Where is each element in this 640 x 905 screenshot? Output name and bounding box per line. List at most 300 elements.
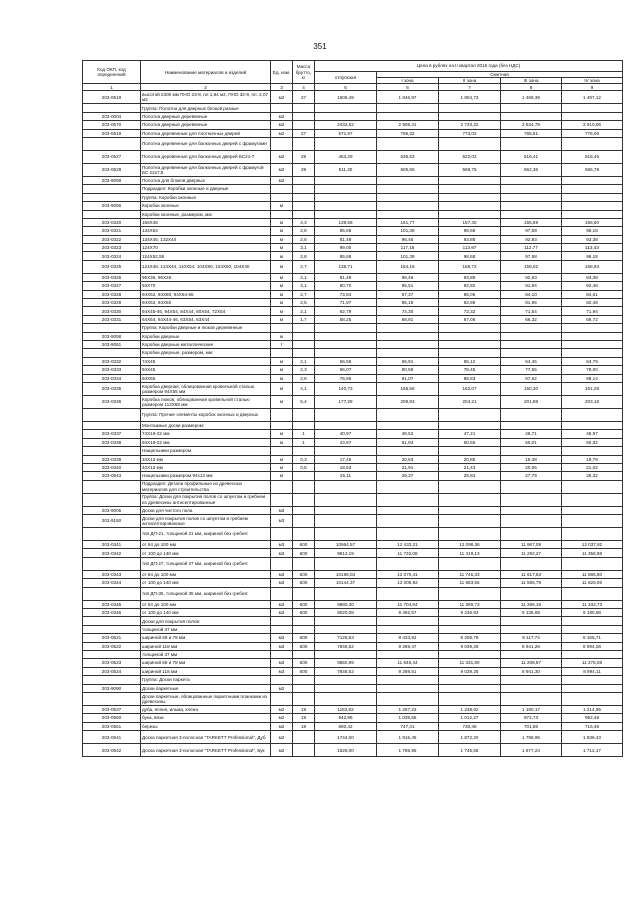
- header-unit: Ед. изм.: [271, 61, 293, 84]
- mass-cell: [293, 137, 315, 150]
- table-row: [83, 185, 623, 193]
- price-zone-3-cell: 160,30: [501, 382, 562, 395]
- code-cell: [83, 557, 141, 570]
- price-release-cell: 81,49: [315, 235, 377, 243]
- price-zone-1-cell: 166,56: [377, 382, 439, 395]
- table-row: [83, 244, 623, 252]
- name-cell: 124Х70: [141, 244, 271, 252]
- price-zone-3-cell: 972,73: [501, 714, 562, 722]
- price-release-cell: [315, 480, 377, 493]
- price-release-cell: [315, 617, 377, 625]
- name-cell: 40Х13 мм: [141, 463, 271, 471]
- code-cell: 203-0345: [83, 600, 141, 608]
- price-zone-4-cell: [562, 528, 623, 541]
- table-row: [83, 193, 623, 201]
- table-row: [83, 260, 623, 273]
- price-zone-3-cell: [501, 137, 562, 150]
- price-release-cell: 40,97: [315, 430, 377, 438]
- price-zone-4-cell: 12 037,82: [562, 541, 623, 549]
- price-zone-3-cell: [501, 625, 562, 633]
- mass-cell: 19: [293, 714, 315, 722]
- price-zone-2-cell: [439, 408, 501, 421]
- price-zone-4-cell: 1 712,17: [562, 744, 623, 757]
- name-cell: Группа: Прочие элементы коробок оконных и дверных: [141, 408, 271, 421]
- mass-cell: 2,3: [293, 366, 315, 374]
- mass-cell: 600: [293, 600, 315, 608]
- mass-cell: 600: [293, 609, 315, 617]
- code-cell: 203-0527: [83, 150, 141, 163]
- price-zone-3-cell: 19,38: [501, 455, 562, 463]
- name-cell: Группа: Коробки дверные и люков деревянные: [141, 324, 271, 332]
- price-release-cell: 7125,63: [315, 634, 377, 642]
- name-cell: шириной 118 мм: [141, 667, 271, 675]
- table-row: [83, 714, 623, 722]
- unit-cell: м: [271, 374, 293, 382]
- name-cell: Полотна для блоков дверных: [141, 176, 271, 184]
- code-cell: [83, 676, 141, 684]
- unit-cell: м2: [271, 112, 293, 120]
- unit-cell: [271, 193, 293, 201]
- unit-cell: м: [271, 290, 293, 298]
- price-zone-1-cell: [377, 341, 439, 349]
- price-zone-4-cell: 93,38: [562, 273, 623, 281]
- price-zone-2-cell: 12 098,36: [439, 541, 501, 549]
- code-cell: 203-0643: [83, 472, 141, 480]
- price-release-cell: 9912,19: [315, 549, 377, 557]
- price-zone-3-cell: [501, 587, 562, 600]
- price-release-cell: [315, 684, 377, 692]
- code-cell: 203-0642: [83, 744, 141, 757]
- name-cell: Коробки оконные: [141, 202, 271, 210]
- mass-cell: 3,1: [293, 244, 315, 252]
- header-zone-1: I зона: [377, 78, 439, 84]
- price-release-cell: 10964,57: [315, 541, 377, 549]
- name-cell: 74Х19-22 мм: [141, 430, 271, 438]
- code-cell: 203-0570: [83, 121, 141, 129]
- price-zone-4-cell: [562, 202, 623, 210]
- price-zone-2-cell: [439, 421, 501, 429]
- price-zone-2-cell: [439, 447, 501, 455]
- table-row: [83, 472, 623, 480]
- code-cell: 203-9150: [83, 515, 141, 528]
- price-zone-1-cell: 20,63: [377, 455, 439, 463]
- table-row: [83, 570, 623, 578]
- price-zone-1-cell: [377, 185, 439, 193]
- price-zone-1-cell: [377, 506, 439, 514]
- mass-cell: [293, 617, 315, 625]
- col-number: 7: [439, 84, 501, 91]
- price-zone-2-cell: [439, 506, 501, 514]
- unit-cell: м2: [271, 714, 293, 722]
- price-zone-2-cell: [439, 185, 501, 193]
- price-release-cell: 140,73: [315, 382, 377, 395]
- name-cell: Доски паркетные, облицованные паркетными планками из древесины: [141, 692, 271, 705]
- table-row: [83, 129, 623, 137]
- price-zone-2-cell: 93,88: [439, 235, 501, 243]
- price-zone-2-cell: 11 331,80: [439, 659, 501, 667]
- price-zone-1-cell: [377, 332, 439, 340]
- price-zone-1-cell: 1 267,23: [377, 705, 439, 713]
- code-cell: [83, 185, 141, 193]
- table-row: [83, 299, 623, 307]
- name-cell: Подраздел: Коробки оконные и дверные: [141, 185, 271, 193]
- price-zone-3-cell: 66,32: [501, 315, 562, 323]
- price-zone-1-cell: 9 289,51: [377, 667, 439, 675]
- name-cell: дуба, ясеня, ильма, клена: [141, 705, 271, 713]
- price-zone-4-cell: [562, 617, 623, 625]
- name-cell: 94Х45-46, 94Х54, 84Х44, 80Х54, 72Х54: [141, 307, 271, 315]
- unit-cell: м3: [271, 634, 293, 642]
- name-cell: 94Х55: [141, 374, 271, 382]
- mass-cell: 600: [293, 541, 315, 549]
- price-zone-3-cell: [501, 617, 562, 625]
- price-zone-2-cell: 773,02: [439, 129, 501, 137]
- mass-cell: 1: [293, 430, 315, 438]
- code-cell: 203-0343: [83, 570, 141, 578]
- price-release-cell: 71,97: [315, 299, 377, 307]
- mass-cell: 2,8: [293, 374, 315, 382]
- name-cell: 134Х54: [141, 227, 271, 235]
- code-cell: 203-0339: [83, 455, 141, 463]
- code-cell: 203-0333: [83, 366, 141, 374]
- price-release-cell: 138,71: [315, 260, 377, 273]
- price-zone-1-cell: [377, 692, 439, 705]
- price-zone-4-cell: 113,43: [562, 244, 623, 252]
- table-row: [83, 366, 623, 374]
- header-name: Наименование материалов и изделий: [141, 61, 271, 84]
- unit-cell: [271, 676, 293, 684]
- price-release-cell: [315, 185, 377, 193]
- code-cell: 203-9058: [83, 332, 141, 340]
- unit-cell: м2: [271, 91, 293, 104]
- price-zone-4-cell: 11 625,06: [562, 579, 623, 587]
- unit-cell: м: [271, 244, 293, 252]
- unit-cell: м3: [271, 549, 293, 557]
- code-cell: 203-0332: [83, 357, 141, 365]
- price-zone-1-cell: 11 645,44: [377, 659, 439, 667]
- price-zone-4-cell: [562, 557, 623, 570]
- mass-cell: [293, 176, 315, 184]
- unit-cell: м3: [271, 570, 293, 578]
- table-row: [83, 235, 623, 243]
- unit-cell: [271, 493, 293, 506]
- unit-cell: м: [271, 235, 293, 243]
- price-zone-4-cell: 82,48: [562, 299, 623, 307]
- price-zone-4-cell: 161,28: [562, 382, 623, 395]
- unit-cell: м3: [271, 541, 293, 549]
- price-zone-2-cell: [439, 349, 501, 357]
- unit-cell: м2: [271, 129, 293, 137]
- mass-cell: [293, 731, 315, 744]
- price-release-cell: [315, 112, 377, 120]
- col-number: 6: [377, 84, 439, 91]
- unit-cell: м3: [271, 515, 293, 528]
- price-release-cell: 1506,49: [315, 91, 377, 104]
- unit-cell: м3: [271, 600, 293, 608]
- price-release-cell: 9550,99: [315, 659, 377, 667]
- column-numbers-row: [83, 84, 623, 91]
- price-zone-1-cell: 91,07: [377, 374, 439, 382]
- price-zone-4-cell: [562, 515, 623, 528]
- price-zone-2-cell: 11 389,73: [439, 600, 501, 608]
- unit-cell: т: [271, 341, 293, 349]
- unit-cell: м: [271, 455, 293, 463]
- mass-cell: [293, 349, 315, 357]
- name-cell: Монтажные доски размером:: [141, 421, 271, 429]
- table-row: [83, 121, 623, 129]
- name-cell: Полотна дверные деревянные: [141, 112, 271, 120]
- table-row: [83, 463, 623, 471]
- price-zone-1-cell: 117,16: [377, 244, 439, 252]
- name-cell: толщиной 37 мм: [141, 650, 271, 658]
- price-zone-2-cell: 98,68: [439, 252, 501, 260]
- code-cell: [83, 528, 141, 541]
- price-zone-2-cell: 2 733,22: [439, 121, 501, 129]
- mass-cell: [293, 121, 315, 129]
- price-zone-1-cell: 12 433,21: [377, 541, 439, 549]
- table-row: [83, 642, 623, 650]
- price-zone-3-cell: [501, 506, 562, 514]
- name-cell: Доска паркетная 3-полосная "TARKETT Professional", Бук: [141, 744, 271, 757]
- price-zone-2-cell: 568,75: [439, 163, 501, 176]
- unit-cell: м2: [271, 744, 293, 757]
- price-zone-1-cell: 87,37: [377, 290, 439, 298]
- price-zone-1-cell: 8 433,92: [377, 634, 439, 642]
- unit-cell: м: [271, 282, 293, 290]
- mass-cell: [293, 341, 315, 349]
- price-zone-3-cell: [501, 324, 562, 332]
- price-zone-1-cell: 9 289,47: [377, 642, 439, 650]
- price-zone-4-cell: 78,00: [562, 366, 623, 374]
- price-zone-4-cell: 1 836,43: [562, 731, 623, 744]
- name-cell: 34Х13 мм: [141, 455, 271, 463]
- name-cell: 94Х52, 94Х80, 94Х54-55: [141, 290, 271, 298]
- unit-cell: [271, 408, 293, 421]
- name-cell: 124Х52,55: [141, 252, 271, 260]
- price-release-cell: [315, 332, 377, 340]
- name-cell: шириной 68 и 78 мм: [141, 659, 271, 667]
- price-zone-4-cell: 46,97: [562, 430, 623, 438]
- price-zone-4-cell: [562, 349, 623, 357]
- name-cell: толщиной 47 мм: [141, 625, 271, 633]
- price-zone-1-cell: [377, 625, 439, 633]
- price-release-cell: 85,68: [315, 227, 377, 235]
- table-row: [83, 692, 623, 705]
- price-zone-2-cell: 72,32: [439, 307, 501, 315]
- price-zone-2-cell: [439, 193, 501, 201]
- price-zone-1-cell: 95,51: [377, 282, 439, 290]
- price-zone-1-cell: 21,91: [377, 463, 439, 471]
- code-cell: 203-0323: [83, 244, 141, 252]
- header-estimate: Сметная: [377, 72, 623, 78]
- price-zone-3-cell: 516,41: [501, 150, 562, 163]
- price-release-cell: [315, 528, 377, 541]
- code-cell: 203-0537: [83, 705, 141, 713]
- table-row: [83, 493, 623, 506]
- price-zone-3-cell: 1 190,17: [501, 705, 562, 713]
- mass-cell: 2,7: [293, 290, 315, 298]
- price-zone-3-cell: 27,79: [501, 472, 562, 480]
- mass-cell: 600: [293, 549, 315, 557]
- price-release-cell: [315, 349, 377, 357]
- price-zone-1-cell: 747,31: [377, 722, 439, 730]
- mass-cell: 27: [293, 129, 315, 137]
- name-cell: тип ДП-27, толщиной 27 мм, шириной без гребня:: [141, 557, 271, 570]
- price-zone-1-cell: 11 704,94: [377, 600, 439, 608]
- price-zone-2-cell: 88,63: [439, 374, 501, 382]
- name-cell: от 100 до 140 мм: [141, 579, 271, 587]
- price-release-cell: 18,53: [315, 463, 377, 471]
- price-release-cell: [315, 176, 377, 184]
- mass-cell: 2,8: [293, 252, 315, 260]
- code-cell: [83, 625, 141, 633]
- price-zone-4-cell: 88,14: [562, 374, 623, 382]
- table-row: [83, 137, 623, 150]
- price-zone-3-cell: 1 677,24: [501, 744, 562, 757]
- price-release-cell: [315, 202, 377, 210]
- price-zone-2-cell: [439, 104, 501, 112]
- unit-cell: [271, 557, 293, 570]
- table-row: [83, 705, 623, 713]
- price-zone-3-cell: [501, 557, 562, 570]
- code-cell: [83, 617, 141, 625]
- price-zone-4-cell: 93,38: [562, 235, 623, 243]
- unit-cell: [271, 480, 293, 493]
- mass-cell: [293, 528, 315, 541]
- price-zone-3-cell: [501, 185, 562, 193]
- price-zone-2-cell: [439, 587, 501, 600]
- mass-cell: 2,1: [293, 307, 315, 315]
- code-cell: 203-9090: [83, 684, 141, 692]
- price-zone-2-cell: [439, 112, 501, 120]
- price-release-cell: [315, 447, 377, 455]
- name-cell: Полотна деревянные для балконных дверей БС21-7: [141, 150, 271, 163]
- price-zone-4-cell: [562, 480, 623, 493]
- name-cell: 124Х48, 124Х44, 110Х54, 104Х80, 104Х50, 104Х40: [141, 260, 271, 273]
- price-zone-3-cell: 11 208,87: [501, 659, 562, 667]
- price-zone-2-cell: 8 206,76: [439, 634, 501, 642]
- mass-cell: 27: [293, 91, 315, 104]
- price-zone-2-cell: [439, 480, 501, 493]
- price-zone-3-cell: 112,77: [501, 244, 562, 252]
- mass-cell: 3,1: [293, 282, 315, 290]
- mass-cell: [293, 684, 315, 692]
- mass-cell: 1,7: [293, 315, 315, 323]
- price-zone-4-cell: [562, 692, 623, 705]
- table-row: [83, 382, 623, 395]
- mass-cell: 29: [293, 163, 315, 176]
- price-zone-2-cell: 47,21: [439, 430, 501, 438]
- col-number: 8: [501, 84, 562, 91]
- unit-cell: [271, 650, 293, 658]
- price-zone-2-cell: 98,68: [439, 227, 501, 235]
- price-release-cell: [315, 587, 377, 600]
- unit-cell: м: [271, 260, 293, 273]
- table-row: [83, 341, 623, 349]
- unit-cell: м2: [271, 705, 293, 713]
- price-release-cell: [315, 515, 377, 528]
- price-zone-3-cell: 11 617,63: [501, 570, 562, 578]
- price-zone-4-cell: 8 994,08: [562, 642, 623, 650]
- mass-cell: 19: [293, 722, 315, 730]
- price-zone-4-cell: 71,94: [562, 307, 623, 315]
- price-zone-2-cell: [439, 341, 501, 349]
- code-cell: 203-0336: [83, 395, 141, 408]
- price-release-cell: [315, 506, 377, 514]
- price-zone-1-cell: 51,93: [377, 438, 439, 446]
- table-row: [83, 506, 623, 514]
- price-zone-4-cell: 2 610,06: [562, 121, 623, 129]
- price-release-cell: 99,00: [315, 244, 377, 252]
- price-zone-2-cell: [439, 625, 501, 633]
- price-zone-4-cell: 8 165,71: [562, 634, 623, 642]
- price-zone-4-cell: 11 356,98: [562, 549, 623, 557]
- unit-cell: м2: [271, 722, 293, 730]
- name-cell: тип ДП-21, толщиной 21 мм, шириной без гребня:: [141, 528, 271, 541]
- price-zone-3-cell: 97,59: [501, 227, 562, 235]
- price-release-cell: 10144,37: [315, 579, 377, 587]
- mass-cell: 2,8: [293, 227, 315, 235]
- table-row: [83, 408, 623, 421]
- unit-cell: м3: [271, 579, 293, 587]
- price-zone-2-cell: 1 238,62: [439, 705, 501, 713]
- unit-cell: м2: [271, 176, 293, 184]
- code-cell: 203-0641: [83, 731, 141, 744]
- price-zone-1-cell: [377, 137, 439, 150]
- price-zone-3-cell: 50,01: [501, 438, 562, 446]
- price-zone-3-cell: 81,96: [501, 299, 562, 307]
- unit-cell: м3: [271, 506, 293, 514]
- name-cell: Полотна деревянные для балконных дверей с фрамугами: [141, 137, 271, 150]
- price-release-cell: [315, 557, 377, 570]
- code-cell: [83, 104, 141, 112]
- unit-cell: м: [271, 430, 293, 438]
- table-row: [83, 104, 623, 112]
- unit-cell: м2: [271, 121, 293, 129]
- price-zone-4-cell: [562, 587, 623, 600]
- name-cell: Полотна дверные деревянные: [141, 121, 271, 129]
- mass-cell: 1: [293, 438, 315, 446]
- code-cell: 203-0329: [83, 299, 141, 307]
- code-cell: 203-0340: [83, 463, 141, 471]
- unit-cell: м2: [271, 684, 293, 692]
- unit-cell: [271, 185, 293, 193]
- price-zone-1-cell: [377, 684, 439, 692]
- price-zone-2-cell: 1 804,73: [439, 91, 501, 104]
- code-cell: [83, 408, 141, 421]
- price-release-cell: 17,45: [315, 455, 377, 463]
- price-zone-1-cell: 29,37: [377, 472, 439, 480]
- mass-cell: [293, 112, 315, 120]
- unit-cell: [271, 528, 293, 541]
- mass-cell: [293, 332, 315, 340]
- price-release-cell: 177,28: [315, 395, 377, 408]
- unit-cell: м: [271, 252, 293, 260]
- price-zone-1-cell: [377, 557, 439, 570]
- mass-cell: [293, 493, 315, 506]
- code-cell: 203-0528: [83, 163, 141, 176]
- mass-cell: 600: [293, 634, 315, 642]
- price-release-cell: [315, 210, 377, 218]
- unit-cell: [271, 692, 293, 705]
- name-cell: от 64 до 100 мм: [141, 570, 271, 578]
- price-zone-3-cell: [501, 528, 562, 541]
- table-row: [83, 600, 623, 608]
- table-row: [83, 557, 623, 570]
- price-zone-2-cell: 9 236,93: [439, 609, 501, 617]
- table-row: [83, 307, 623, 315]
- table-row: [83, 218, 623, 226]
